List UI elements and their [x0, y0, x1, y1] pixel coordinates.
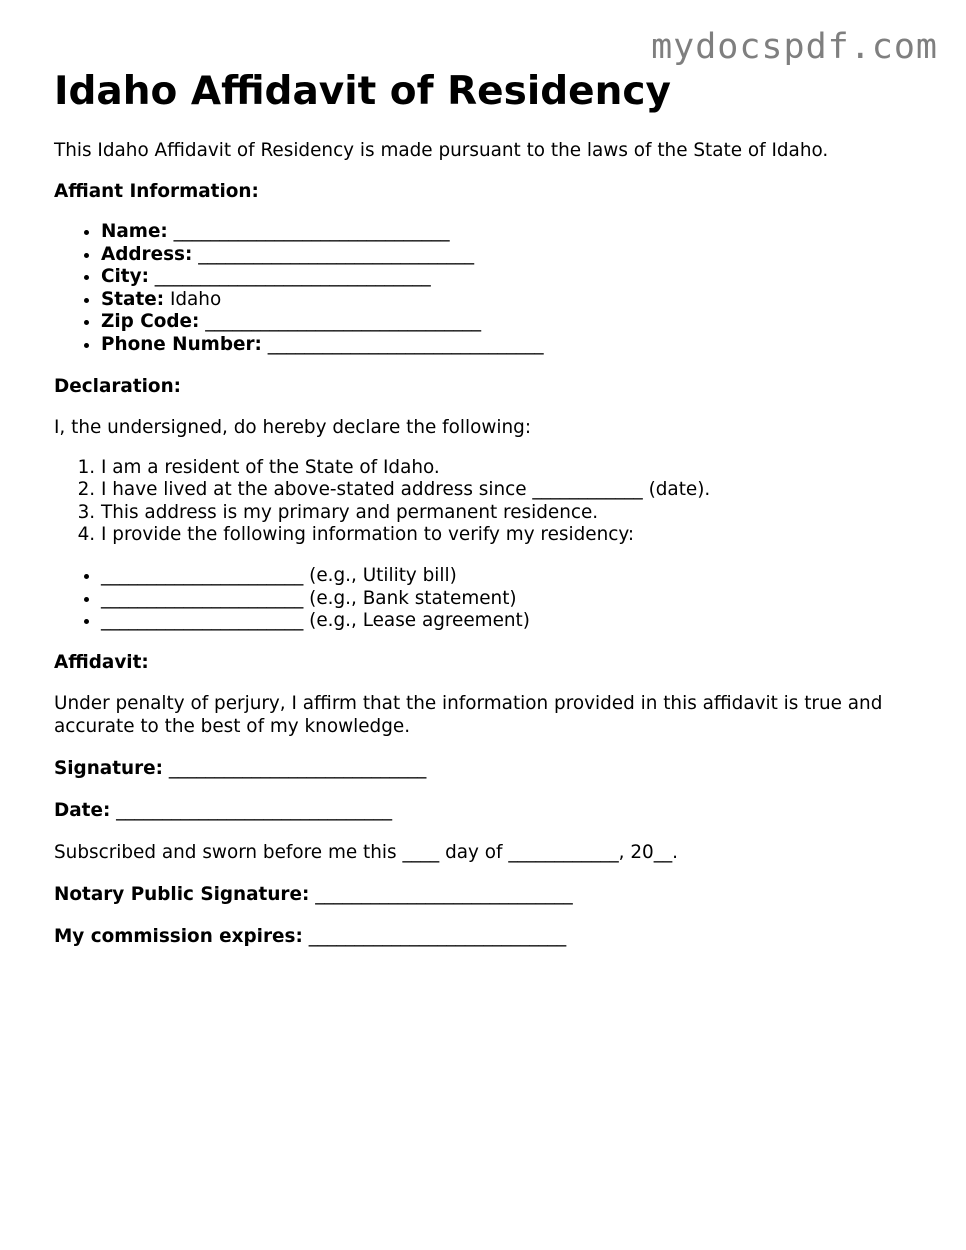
notary-signature-field[interactable]: ____________________________ [315, 883, 573, 905]
declaration-heading: Declaration: [54, 375, 182, 397]
affiant-fields-list [54, 221, 934, 357]
list-item [101, 266, 934, 289]
phone-number-field[interactable]: ______________________________ [267, 333, 544, 355]
zip-code-field[interactable]: ______________________________ [205, 311, 482, 333]
name-field[interactable]: ______________________________ [173, 221, 450, 242]
commission-expires-field[interactable]: ____________________________ [308, 925, 567, 947]
page-title: Idaho Affidavit of Residency [54, 69, 671, 114]
list-item: 3. This address is my primary and permanent residence. [101, 502, 934, 525]
signature-line [54, 757, 934, 780]
field-label: Address: [101, 243, 193, 265]
field-label: Zip Code: [101, 311, 200, 333]
signature-field[interactable]: ____________________________ [168, 757, 427, 779]
affidavit-text: Under penalty of perjury, I affirm that the information provided in this affidavit is true and accurate to the best of my knowledge. [54, 692, 883, 737]
evidence-list [54, 565, 934, 633]
declaration-list [54, 457, 934, 547]
declaration-lead: I, the undersigned, do hereby declare the following: [54, 416, 532, 438]
list-item: 1. I am a resident of the State of Idaho. [101, 457, 934, 480]
notary-label: Notary Public Signature: [54, 883, 310, 905]
sworn-statement[interactable]: Subscribed and sworn before me this ____ day of ____________, 20__. [54, 841, 678, 863]
field-label: State: [101, 288, 165, 310]
watermark: mydocspdf.com [651, 27, 938, 67]
intro-text: This Idaho Affidavit of Residency is made pursuant to the laws of the State of Idaho. [54, 140, 829, 161]
list-item [101, 334, 934, 357]
date-label: Date: [54, 799, 111, 821]
date-field[interactable]: ______________________________ [116, 799, 393, 821]
list-item [101, 221, 934, 244]
affiant-heading: Affiant Information: [54, 181, 259, 202]
commission-label: My commission expires: [54, 925, 303, 947]
state-value: Idaho [169, 288, 222, 310]
commission-line [54, 925, 934, 948]
notary-line [54, 883, 934, 906]
address-field[interactable]: ______________________________ [198, 243, 475, 265]
signature-label: Signature: [54, 757, 163, 779]
field-label: City: [101, 266, 149, 288]
date-line [54, 799, 934, 822]
field-label: Phone Number: [101, 333, 262, 355]
list-item [101, 244, 934, 267]
document-page [54, 68, 934, 948]
evidence-field[interactable]: • ______________________ (e.g., Lease agreement) [101, 610, 934, 633]
list-item [101, 311, 934, 334]
evidence-field[interactable]: • ______________________ (e.g., Bank statement) [101, 588, 934, 611]
list-item: 4. I provide the following information to verify my residency: [101, 524, 934, 547]
city-field[interactable]: ______________________________ [154, 266, 431, 288]
evidence-field[interactable]: • ______________________ (e.g., Utility bill) [101, 565, 934, 588]
field-label: Name: [101, 221, 168, 242]
list-item [101, 289, 934, 312]
affidavit-heading: Affidavit: [54, 651, 149, 673]
list-item[interactable]: 2. I have lived at the above-stated address since ____________ (date). [101, 479, 934, 502]
